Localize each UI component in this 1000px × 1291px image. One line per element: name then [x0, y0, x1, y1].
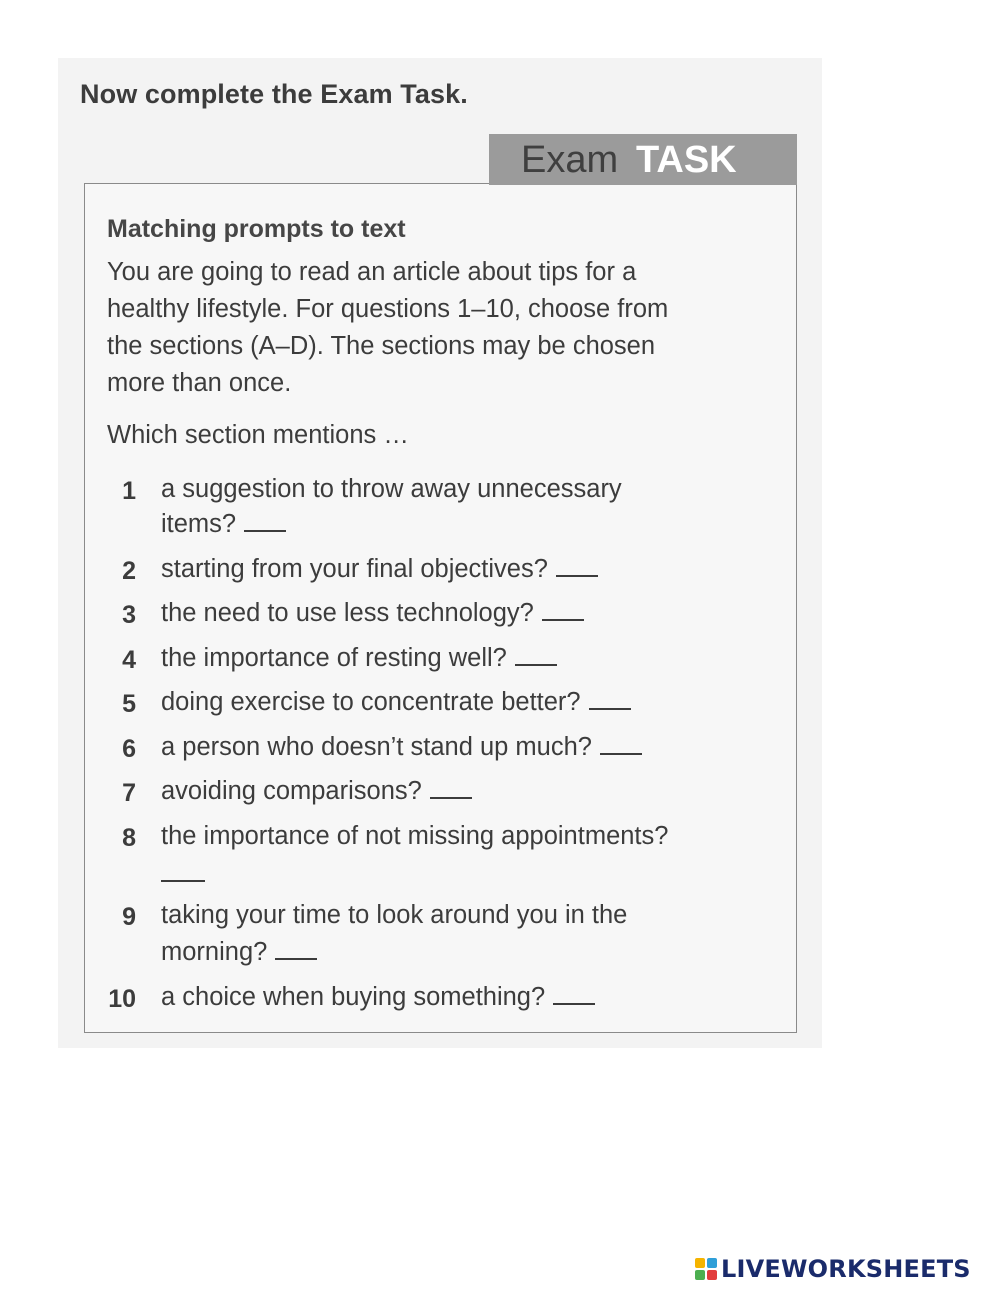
- question-number: 9: [122, 903, 136, 931]
- answer-blank-4[interactable]: [515, 662, 557, 666]
- exam-task-tab-word-task: TASK: [636, 139, 737, 181]
- question-text-row: [161, 733, 642, 762]
- answer-blank-5[interactable]: [589, 706, 631, 710]
- answer-blank-2[interactable]: [556, 573, 598, 577]
- question-number: 7: [122, 779, 136, 807]
- question-text: the importance of resting well?: [161, 644, 507, 672]
- logo-square: [707, 1270, 717, 1280]
- question-text: a suggestion to throw away unnecessary: [161, 475, 622, 503]
- logo-square: [707, 1258, 717, 1268]
- question-text-row: [161, 983, 595, 1012]
- question-text-end: morning?: [161, 938, 268, 966]
- answer-blank-6[interactable]: [600, 751, 642, 755]
- question-number: 3: [122, 601, 136, 629]
- question-text-row: [161, 644, 557, 673]
- question-text-row: [161, 688, 631, 717]
- question-number: 2: [122, 557, 136, 585]
- liveworksheets-wordmark: LIVEWORKSHEETS: [721, 1255, 971, 1283]
- liveworksheets-brand[interactable]: [695, 1254, 971, 1284]
- question-number: 6: [122, 735, 136, 763]
- question-text-row: [161, 599, 584, 628]
- answer-blank-8[interactable]: [161, 880, 205, 882]
- task-paragraph-line: You are going to read an article about tips for a: [107, 258, 637, 286]
- question-number: 10: [108, 985, 136, 1013]
- exam-task-tab: [489, 134, 797, 185]
- answer-blank-3[interactable]: [542, 617, 584, 621]
- logo-square: [695, 1270, 705, 1280]
- answer-blank-10[interactable]: [553, 1001, 595, 1005]
- question-text: starting from your final objectives?: [161, 555, 548, 583]
- task-paragraph-line: more than once.: [107, 369, 292, 397]
- task-paragraph-line: healthy lifestyle. For questions 1–10, choose from: [107, 295, 669, 323]
- task-heading: Matching prompts to text: [107, 215, 406, 243]
- question-number: 8: [122, 824, 136, 852]
- answer-blank-7[interactable]: [430, 795, 472, 799]
- question-number: 5: [122, 690, 136, 718]
- question-text: avoiding comparisons?: [161, 777, 422, 805]
- question-text: a choice when buying something?: [161, 983, 546, 1011]
- task-paragraph-line: the sections (A–D). The sections may be chosen: [107, 332, 656, 360]
- question-text: taking your time to look around you in the: [161, 901, 628, 929]
- question-number: 1: [122, 477, 136, 505]
- question-text-continued: [161, 938, 317, 967]
- logo-square: [695, 1258, 705, 1268]
- task-lead-text: Which section mentions …: [107, 421, 409, 449]
- instruction-heading: Now complete the Exam Task.: [80, 79, 468, 109]
- answer-blank-9[interactable]: [275, 956, 317, 960]
- question-text-row: [161, 555, 598, 584]
- question-text-row: [161, 777, 472, 806]
- exam-task-tab-word-exam: Exam: [521, 139, 619, 181]
- question-text: doing exercise to concentrate better?: [161, 688, 581, 716]
- answer-blank-1[interactable]: [244, 528, 286, 532]
- question-number: 4: [122, 646, 136, 674]
- question-text: the need to use less technology?: [161, 599, 534, 627]
- question-text: the importance of not missing appointments?: [161, 822, 669, 850]
- question-text: a person who doesn’t stand up much?: [161, 733, 592, 761]
- liveworksheets-logo-icon: [695, 1258, 717, 1280]
- question-text-continued: [161, 510, 286, 539]
- question-text-end: items?: [161, 510, 237, 538]
